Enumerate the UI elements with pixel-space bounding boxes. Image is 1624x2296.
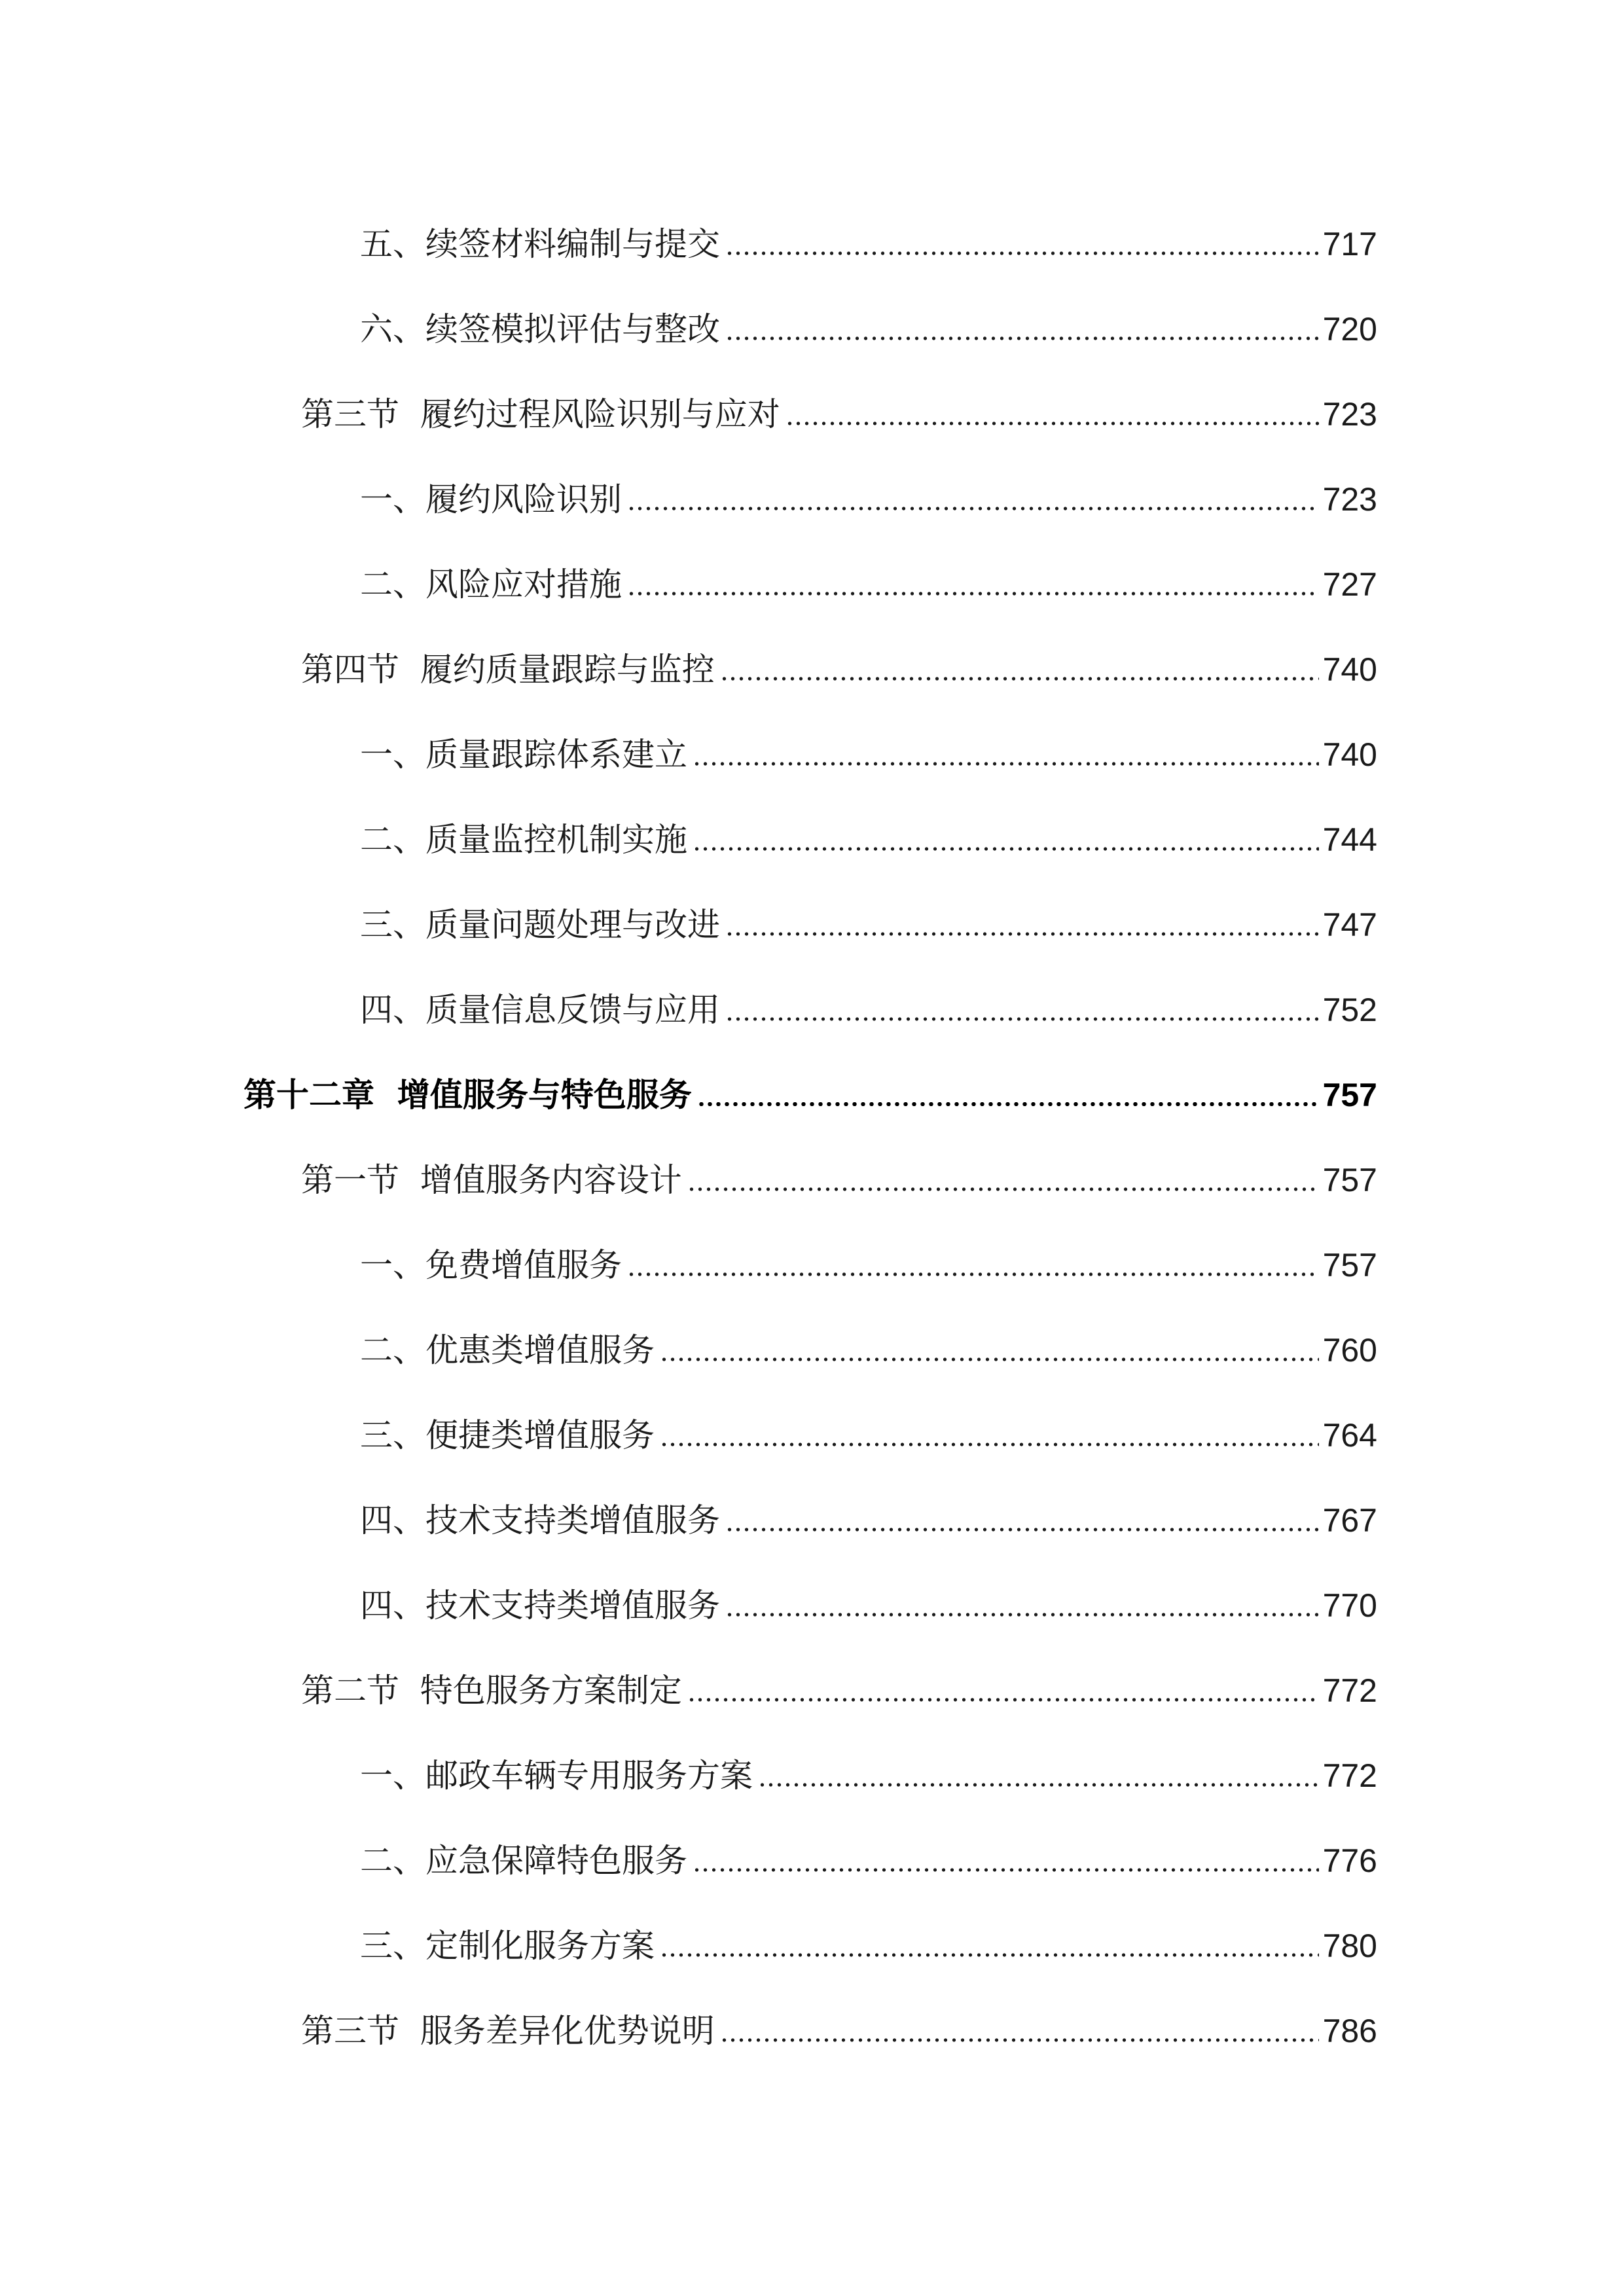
toc-entry-label: 一、邮政车辆专用服务方案	[360, 1757, 753, 1795]
toc-entry-page: 757	[1322, 1077, 1377, 1113]
toc-section-entry[interactable]	[301, 378, 1377, 431]
toc-entry-page: 772	[1322, 1672, 1377, 1709]
toc-entry[interactable]	[360, 804, 1377, 859]
toc-entry-label: 三、质量问题处理与改进	[360, 906, 720, 944]
toc-entry[interactable]	[360, 719, 1377, 774]
toc-entry-page: 757	[1322, 1247, 1377, 1283]
dot-leader	[627, 592, 1319, 596]
dot-leader	[785, 422, 1319, 425]
dot-leader	[627, 507, 1319, 511]
toc-entry-label: 二、优惠类增值服务	[360, 1331, 655, 1369]
toc-entry-label: 一、质量跟踪体系建立	[360, 736, 687, 774]
toc-entry-page: 760	[1322, 1332, 1377, 1369]
toc-entry[interactable]	[360, 463, 1377, 516]
dot-leader	[693, 847, 1319, 851]
toc-entry-page: 720	[1322, 311, 1377, 348]
toc-entry-page: 786	[1322, 2013, 1377, 2049]
toc-entry-page: 752	[1322, 992, 1377, 1028]
toc-entry[interactable]	[360, 1399, 1377, 1452]
toc-entry-label: 第三节 履约过程风险识别与应对	[301, 395, 780, 433]
dot-leader	[660, 1953, 1319, 1957]
toc-entry[interactable]	[360, 1570, 1377, 1622]
toc-entry[interactable]	[360, 1740, 1377, 1795]
dot-leader	[687, 1698, 1319, 1702]
toc-entry-label: 三、定制化服务方案	[360, 1927, 655, 1965]
toc-entry-page: 740	[1322, 651, 1377, 688]
toc-entry[interactable]	[360, 1229, 1377, 1282]
toc-entry-label: 第二节 特色服务方案制定	[301, 1672, 682, 1710]
toc-entry-label: 三、便捷类增值服务	[360, 1416, 655, 1454]
toc-entry[interactable]	[360, 208, 1377, 263]
toc-entry-page: 767	[1322, 1502, 1377, 1539]
toc-entry-label: 二、风险应对措施	[360, 565, 622, 603]
toc-entry-label: 第四节 履约质量跟踪与监控	[301, 651, 715, 689]
toc-entry-label: 一、履约风险识别	[360, 480, 622, 518]
toc-entry[interactable]	[360, 293, 1377, 346]
toc-entry[interactable]	[360, 1484, 1377, 1537]
toc-entry-page: 764	[1322, 1417, 1377, 1454]
toc-entry-label: 二、应急保障特色服务	[360, 1842, 687, 1880]
toc-entry-page: 723	[1322, 396, 1377, 433]
dot-leader	[693, 762, 1319, 766]
toc-entry-label: 四、技术支持类增值服务	[360, 1501, 720, 1539]
dot-leader	[725, 1613, 1319, 1617]
dot-leader	[697, 1102, 1319, 1106]
dot-leader	[687, 1187, 1319, 1191]
toc-entry-page: 776	[1322, 1842, 1377, 1879]
toc-entry-page: 744	[1322, 821, 1377, 858]
toc-chapter-entry[interactable]	[244, 1059, 1377, 1114]
toc-entry[interactable]	[360, 548, 1377, 601]
toc-section-entry[interactable]	[301, 634, 1377, 689]
toc-entry-label: 第十二章 增值服务与特色服务	[244, 1076, 692, 1114]
dot-leader	[725, 1017, 1319, 1021]
toc-entry-label: 第三节 服务差异化优势说明	[301, 2012, 715, 2050]
dot-leader	[725, 251, 1319, 255]
toc-entry[interactable]	[360, 1910, 1377, 1965]
toc-entry-label: 六、续签模拟评估与整改	[360, 310, 720, 348]
toc-entry-page: 747	[1322, 906, 1377, 943]
toc-entry-label: 第一节 增值服务内容设计	[301, 1161, 682, 1199]
dot-leader	[660, 1357, 1319, 1361]
toc-entry-page: 757	[1322, 1162, 1377, 1198]
toc-entry-label: 五、续签材料编制与提交	[360, 225, 720, 263]
toc-section-entry[interactable]	[301, 1995, 1377, 2050]
toc-entry[interactable]	[360, 974, 1377, 1029]
dot-leader	[693, 1868, 1319, 1872]
toc-entry-page: 780	[1322, 1928, 1377, 1964]
toc-entry-label: 一、免费增值服务	[360, 1246, 622, 1284]
toc-entry[interactable]	[360, 889, 1377, 944]
toc-entry-page: 770	[1322, 1587, 1377, 1624]
toc-entry[interactable]	[360, 1314, 1377, 1367]
dot-leader	[725, 336, 1319, 340]
toc-entry-label: 四、技术支持类增值服务	[360, 1587, 720, 1624]
dot-leader	[720, 677, 1319, 681]
toc-entry-page: 717	[1322, 226, 1377, 262]
dot-leader	[725, 932, 1319, 936]
toc-entry-page: 723	[1322, 481, 1377, 518]
dot-leader	[725, 1528, 1319, 1532]
toc-entry[interactable]	[360, 1825, 1377, 1880]
dot-leader	[720, 2038, 1319, 2042]
toc-section-entry[interactable]	[301, 1144, 1377, 1199]
dot-leader	[758, 1783, 1319, 1787]
dot-leader	[627, 1272, 1319, 1276]
toc-entry-page: 740	[1322, 736, 1377, 773]
toc-entry-label: 四、质量信息反馈与应用	[360, 991, 720, 1029]
toc-entry-page: 772	[1322, 1757, 1377, 1794]
toc-section-entry[interactable]	[301, 1655, 1377, 1710]
toc-entry-label: 二、质量监控机制实施	[360, 821, 687, 859]
toc-entry-page: 727	[1322, 566, 1377, 603]
dot-leader	[660, 1443, 1319, 1446]
